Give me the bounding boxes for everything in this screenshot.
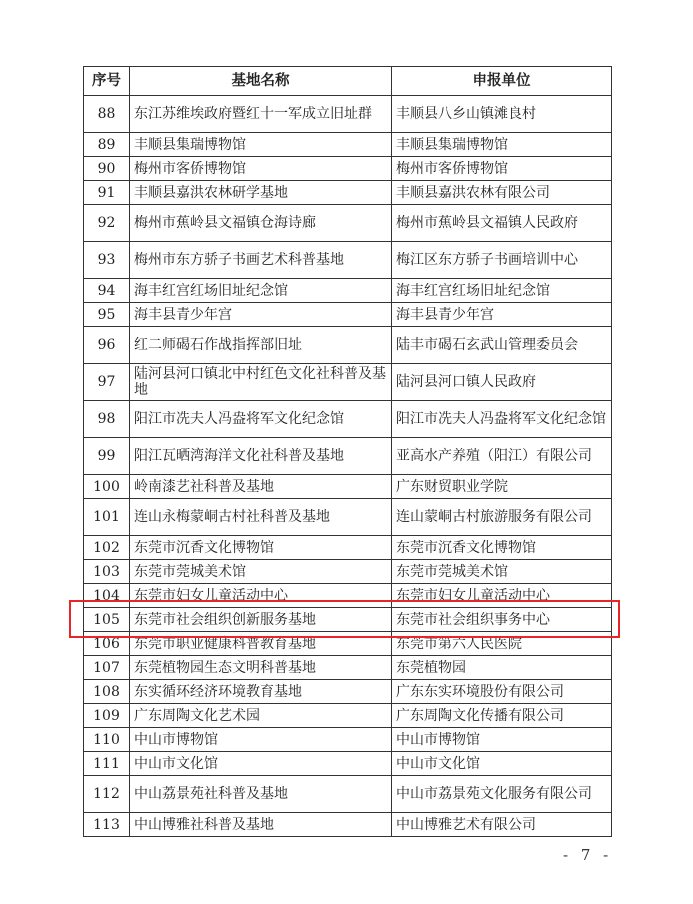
applicant-unit-cell: 东莞植物园 — [392, 656, 612, 680]
table-row — [84, 680, 612, 704]
applicant-unit-cell: 广东财贸职业学院 — [392, 475, 612, 499]
base-name-cell: 东莞市沉香文化博物馆 — [130, 536, 392, 560]
row-number: 109 — [84, 704, 130, 728]
base-name-cell: 红二师碣石作战指挥部旧址 — [130, 327, 392, 364]
row-number: 102 — [84, 536, 130, 560]
applicant-unit-cell: 丰顺县集瑞博物馆 — [392, 133, 612, 157]
highlight-box — [69, 600, 620, 638]
table-row — [84, 536, 612, 560]
applicant-unit-cell: 东莞市第六人民医院 — [392, 632, 612, 656]
table-row — [84, 157, 612, 181]
table-row — [84, 133, 612, 157]
base-name-cell: 丰顺县集瑞博物馆 — [130, 133, 392, 157]
base-name-cell: 中山博雅社科普及基地 — [130, 813, 392, 837]
page-number: - 7 - — [563, 846, 613, 864]
base-name-cell: 岭南漆艺社科普及基地 — [130, 475, 392, 499]
row-number: 101 — [84, 499, 130, 536]
base-name-cell: 海丰红宫红场旧址纪念馆 — [130, 279, 392, 303]
header-serial-number: 序号 — [84, 67, 130, 96]
base-name-cell: 东莞植物园生态文明科普基地 — [130, 656, 392, 680]
table-row — [84, 499, 612, 536]
applicant-unit-cell: 东莞市沉香文化博物馆 — [392, 536, 612, 560]
base-name-cell: 连山永梅蒙峒古村社科普及基地 — [130, 499, 392, 536]
row-number: 107 — [84, 656, 130, 680]
applicant-unit-cell: 梅州市客侨博物馆 — [392, 157, 612, 181]
base-name-cell: 阳江瓦晒湾海洋文化社科普及基地 — [130, 438, 392, 475]
table-row — [84, 438, 612, 475]
row-number: 93 — [84, 242, 130, 279]
row-number: 90 — [84, 157, 130, 181]
row-number: 110 — [84, 728, 130, 752]
row-number: 97 — [84, 364, 130, 401]
row-number: 98 — [84, 401, 130, 438]
base-name-cell: 中山市博物馆 — [130, 728, 392, 752]
applicant-unit-cell: 中山市荔景苑文化服务有限公司 — [392, 776, 612, 813]
base-name-cell: 丰顺县嘉洪农林研学基地 — [130, 181, 392, 205]
table-row — [84, 279, 612, 303]
base-name-cell: 海丰县青少年宫 — [130, 303, 392, 327]
applicant-unit-cell: 陆丰市碣石玄武山管理委员会 — [392, 327, 612, 364]
applicant-unit-cell: 中山市文化馆 — [392, 752, 612, 776]
row-number: 94 — [84, 279, 130, 303]
table-row — [84, 656, 612, 680]
row-number: 96 — [84, 327, 130, 364]
table-row — [84, 813, 612, 837]
row-number: 112 — [84, 776, 130, 813]
row-number: 111 — [84, 752, 130, 776]
base-list-table — [83, 66, 612, 837]
table-row — [84, 181, 612, 205]
row-number: 100 — [84, 475, 130, 499]
applicant-unit-cell: 梅江区东方骄子书画培训中心 — [392, 242, 612, 279]
applicant-unit-cell: 广东周陶文化传播有限公司 — [392, 704, 612, 728]
table-row — [84, 96, 612, 133]
row-number: 108 — [84, 680, 130, 704]
row-number: 103 — [84, 560, 130, 584]
base-name-cell: 东莞市莞城美术馆 — [130, 560, 392, 584]
applicant-unit-cell: 海丰县青少年宫 — [392, 303, 612, 327]
table-row — [84, 704, 612, 728]
base-name-cell: 广东周陶文化艺术园 — [130, 704, 392, 728]
row-number: 91 — [84, 181, 130, 205]
row-number: 95 — [84, 303, 130, 327]
row-number: 89 — [84, 133, 130, 157]
table-row — [84, 776, 612, 813]
base-name-cell: 中山市文化馆 — [130, 752, 392, 776]
base-name-cell: 梅州市蕉岭县文福镇仓海诗廊 — [130, 205, 392, 242]
row-number: 88 — [84, 96, 130, 133]
header-base-name: 基地名称 — [130, 67, 392, 96]
applicant-unit-cell: 广东东实环境股份有限公司 — [392, 680, 612, 704]
applicant-unit-cell: 亚高水产养殖（阳江）有限公司 — [392, 438, 612, 475]
applicant-unit-cell: 中山市博物馆 — [392, 728, 612, 752]
applicant-unit-cell: 中山博雅艺术有限公司 — [392, 813, 612, 837]
applicant-unit-cell: 梅州市蕉岭县文福镇人民政府 — [392, 205, 612, 242]
table-row — [84, 475, 612, 499]
table-row — [84, 364, 612, 401]
base-name-cell: 东莞市妇女儿童活动中心 — [130, 584, 392, 608]
applicant-unit-cell: 海丰红宫红场旧址纪念馆 — [392, 279, 612, 303]
applicant-unit-cell: 连山蒙峒古村旅游服务有限公司 — [392, 499, 612, 536]
applicant-unit-cell: 丰顺县嘉洪农林有限公司 — [392, 181, 612, 205]
base-name-cell: 中山荔景苑社科普及基地 — [130, 776, 392, 813]
applicant-unit-cell: 东莞市妇女儿童活动中心 — [392, 584, 612, 608]
base-name-cell: 东江苏维埃政府暨红十一军成立旧址群 — [130, 96, 392, 133]
row-number: 113 — [84, 813, 130, 837]
table-row — [84, 242, 612, 279]
table-header-row — [84, 67, 612, 96]
row-number: 92 — [84, 205, 130, 242]
row-number: 105 — [84, 608, 130, 632]
base-name-cell: 梅州市客侨博物馆 — [130, 157, 392, 181]
base-name-cell: 梅州市东方骄子书画艺术科普基地 — [130, 242, 392, 279]
applicant-unit-cell: 丰顺县八乡山镇滩良村 — [392, 96, 612, 133]
base-name-cell: 东莞市职业健康科普教育基地 — [130, 632, 392, 656]
base-name-cell: 陆河县河口镇北中村红色文化社科普及基地 — [130, 364, 392, 401]
applicant-unit-cell: 阳江市冼夫人冯盎将军文化纪念馆 — [392, 401, 612, 438]
table-row — [84, 560, 612, 584]
base-name-cell: 东莞市社会组织创新服务基地 — [130, 608, 392, 632]
row-number: 99 — [84, 438, 130, 475]
table-row — [84, 303, 612, 327]
table-row — [84, 728, 612, 752]
table-row — [84, 205, 612, 242]
table-row — [84, 327, 612, 364]
row-number: 106 — [84, 632, 130, 656]
header-applicant-unit: 申报单位 — [392, 67, 612, 96]
row-number: 104 — [84, 584, 130, 608]
applicant-unit-cell: 东莞市社会组织事务中心 — [392, 608, 612, 632]
applicant-unit-cell: 东莞市莞城美术馆 — [392, 560, 612, 584]
table-row — [84, 401, 612, 438]
table-row — [84, 752, 612, 776]
base-name-cell: 阳江市冼夫人冯盎将军文化纪念馆 — [130, 401, 392, 438]
applicant-unit-cell: 陆河县河口镇人民政府 — [392, 364, 612, 401]
base-name-cell: 东实循环经济环境教育基地 — [130, 680, 392, 704]
